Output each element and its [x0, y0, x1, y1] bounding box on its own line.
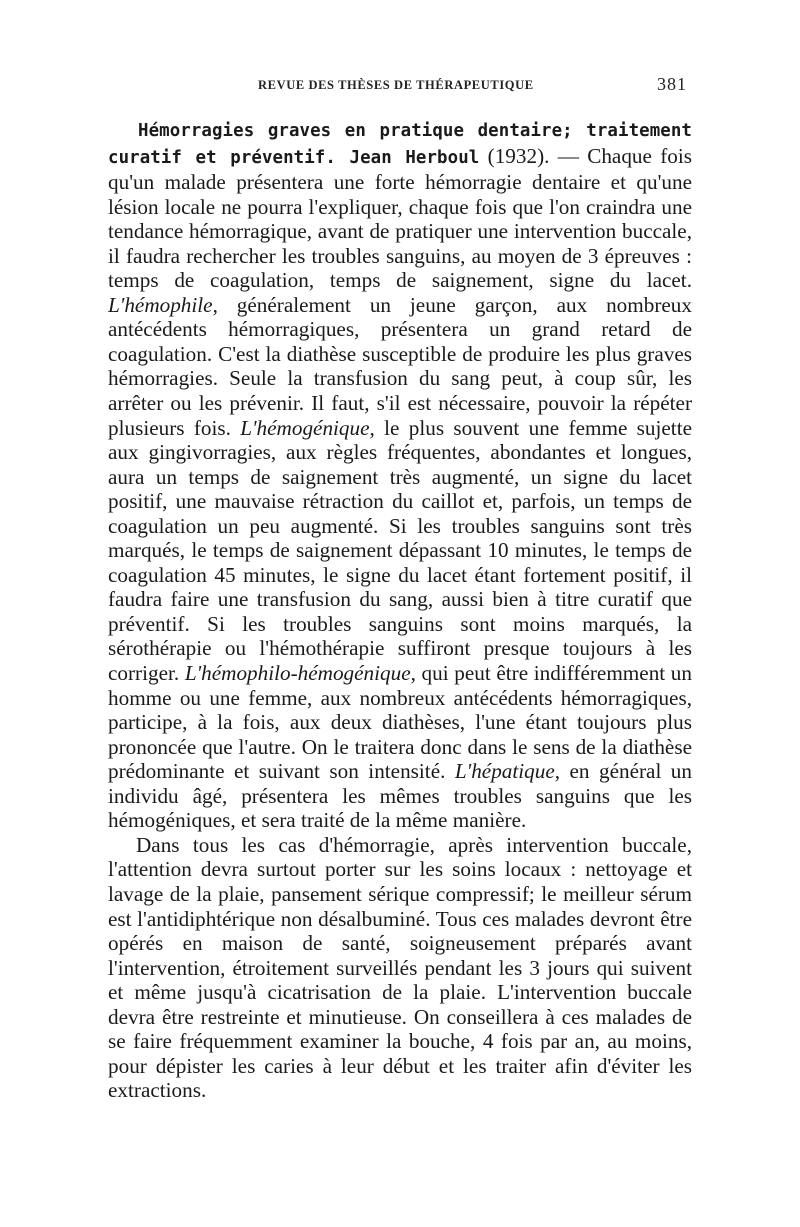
article-body — [108, 117, 692, 1103]
article-title: Hémorragies graves en pratique dentaire; traitement curatif et préventif. Jean Herboul — [108, 121, 692, 168]
paragraph-2: Dans tous les cas d'hémorragie, après intervention buccale, l'attention devra surtout porter sur les soins locaux : nettoyage et lavage de la plaie, pansement sérique compressif; le meilleur sérum est l'antidiphtérique non désalbuminé. Tous ces malades devront être opérés en maison de santé, soigneusement préparés avant l'intervention, étroitement surveillés pendant les 3 jours qui suivent et même jusqu'à cicatrisation de la plaie. L'intervention buccale devra être restreinte et minutieuse. On conseillera à ces malades de se faire fréquemment examiner la bouche, 4 fois par an, au moins, pour dépister les caries à leur début et les traiter afin d'éviter les extractions. — [108, 832, 692, 1103]
term-hemophilo-hemogenique: L'hémophilo-hémogénique — [184, 661, 411, 686]
paragraph-1 — [108, 117, 692, 833]
running-header: REVUE DES THÈSES DE THÉRAPEUTIQUE — [258, 78, 534, 92]
term-hemophile: L'hémophile — [108, 292, 213, 317]
paragraph-1-text: — Chaque fois qu'un malade présentera une forte hémorragie dentaire et qu'une lésion locale ne pourra l'expliquer, chaque fois que l'on craindra une tendance hémorragique, avant de pratiquer une intervention buccale, il faudra rechercher les troubles sanguins, au moyen de 3 épreuves : temps de coagulation, temps de saignement, signe du lacet. — [108, 143, 692, 293]
paragraph-1-text: , le plus souvent une femme sujette aux gingivorragies, aux règles fréquentes, abondantes et longues, aura un temps de saignement très augmenté, un signe du lacet positif, une mauvaise rétraction du caillot et, parfois, un temps de coagulation un peu augmenté. Si les troubles sanguins sont très marqués, le temps de saignement dépassant 10 minutes, le temps de coagulation 45 minutes, le signe du lacet étant fortement positif, il faudra faire une transfusion du sang, aussi bien à titre curatif que préventif. Si les troubles sanguins sont moins marqués, la sérothérapie ou l'hémothérapie suffiront presque toujours à les corriger. — [108, 415, 692, 686]
article-year: (1932). — [487, 143, 550, 168]
paragraph-1-text: , en général un individu âgé, présentera les mêmes troubles sanguins que les hémogéniques, et sera traité de la même manière. — [108, 759, 692, 833]
page-number: 381 — [657, 74, 687, 94]
paragraph-1-text: , généralement un jeune garçon, aux nombreux antécédents hémorragiques, présentera un grand retard de coagulation. C'est la diathèse susceptible de produire les plus graves hémorragies. Seule la transfusion du sang peut, à coup sûr, les arrêter ou les prévenir. Il faut, s'il est nécessaire, pouvoir la répéter plusieurs fois. — [108, 292, 692, 440]
term-hepatique: L'hépatique — [454, 759, 555, 784]
paragraph-1-text: , qui peut être indifféremment un homme ou une femme, aux nombreux antécédents hémorragiques, participe, à la fois, aux deux diathèses, l'une étant toujours plus prononcée que l'autre. On le traitera donc dans le sens de la diathèse prédominante et suivant son intensité. — [108, 661, 692, 784]
term-hemogenique: L'hémogénique — [240, 415, 370, 440]
